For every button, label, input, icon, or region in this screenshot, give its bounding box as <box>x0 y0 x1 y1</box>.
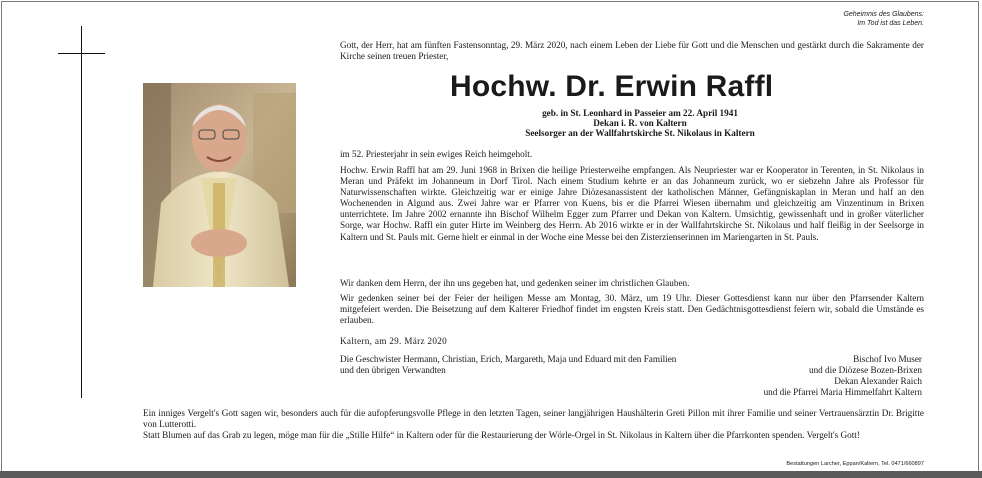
donation-text: Statt Blumen auf das Grab zu legen, möge man für die „Stille Hilfe“ in Kaltern oder für die Restaurierung der Wörle-Orgel in St. Nikolaus in Kaltern über die Pfarrkonten spenden. Vergelt's Gott! <box>143 430 860 440</box>
intro-text: Gott, der Herr, hat am fünften Fastensonntag, 29. März 2020, nach einem Leben der Liebe für Gott und die Menschen und gestärkt durch die Sakramente der Kirche seinen treuen Priester, <box>340 40 924 62</box>
family-line-2: und den übrigen Verwandten <box>340 365 446 376</box>
subtitle <box>490 108 790 138</box>
thanks-text: Wir danken dem Herrn, der ihn uns gegeben hat, und gedenken seiner im christlichen Glauben. <box>340 278 690 288</box>
title-line: Dekan i. R. von Kaltern <box>593 118 687 128</box>
cross-icon-vertical <box>81 26 82 398</box>
clergy-line-3: Dekan Alexander Raich <box>834 376 922 387</box>
clergy-line-4: und die Pfarrei Maria Himmelfahrt Kaltern <box>763 387 922 398</box>
deceased-name: Hochw. Dr. Erwin Raffl <box>450 70 774 103</box>
motto-line-1: Geheimnis des Glaubens: <box>843 11 924 18</box>
clergy-line-2: und die Diözese Bozen-Brixen <box>808 365 922 376</box>
birth-line: geb. in St. Leonhard in Passeier am 22. April 1941 <box>542 108 738 118</box>
mass-text: Wir gedenken seiner bei der Feier der heiligen Messe am Montag, 30. März, um 19 Uhr. Dieser Gottesdienst kann nur über den Pfarrsender Kaltern mitgefeiert werden. Die Beisetzung auf dem Kalterer Friedhof findet im engsten Kreis statt. Den Gedächtnisgottesdienst feiern wir, sobald die Umstände es erlauben. <box>340 293 924 326</box>
motto-line-2: Im Tod ist das Leben. <box>857 20 924 27</box>
motto <box>724 10 924 28</box>
bottom-border <box>0 471 982 478</box>
gratitude-text: Ein inniges Vergelt's Gott sagen wir, besonders auch für die aufopferungsvolle Pflege in den letzten Tagen, seiner langjährigen Haushälterin Greti Pillon mit ihrer Familie und seiner Vertrauensärztin Dr. Brigitte von Lutterotti. <box>143 408 924 430</box>
clergy-signature <box>722 354 922 398</box>
portrait-photo <box>143 83 296 287</box>
cross-icon-horizontal <box>58 53 105 54</box>
place-date: Kaltern, am 29. März 2020 <box>340 336 448 346</box>
family-signature <box>340 354 780 376</box>
family-line-1: Die Geschwister Hermann, Christian, Erich, Margareth, Maja und Eduard mit den Familien <box>340 354 677 364</box>
biography-text: Hochw. Erwin Raffl hat am 29. Juni 1968 in Brixen die heilige Priesterweihe empfangen. Als Neupriester war er Kooperator in Terenten, in St. Nikolaus in Meran und Präfekt im Johanneum in Dorf Tirol. Nach einem Studium kehrte er an das Johanneum zurück, wo er siebzehn Jahre als Professor für Naturwissenschaften wirkte. Gleichzeitig war er einige Jahre Diözesanassistent der katholischen Männer, Gefängniskaplan in Meran und half an den Wochenenden in Algund aus. Zwei Jahre war er Pfarrer von Kuens, bis er die Pfarrei Wiesen übernahm und gleichzeitig am Vinzentinum in Brixen unterrichtete. Im Jahre 2002 ernannte ihn Bischof Wilhelm Egger zum Pfarrer und Dekan von Kaltern. Umsichtig, gewissenhaft und in großer väterlicher Sorge, war Hochw. Raffl ein guter Hirte im Weinberg des Herrn. Ab 2016 wirkte er in der Wallfahrtskirche St. Nikolaus und half fleißig in der Seelsorge in Kaltern und St. Pauls mit. Gerne hielt er einmal in der Woche eine Messe bei den Zisterzienserinnen im Mariengarten in St. Pauls. <box>340 165 924 242</box>
heimgeholt-text: im 52. Priesterjahr in sein ewiges Reich heimgeholt. <box>340 149 533 159</box>
undertaker-credit: Bestattungen Larcher, Eppan/Kaltern, Tel. 0471/660897 <box>786 461 924 467</box>
position-line: Seelsorger an der Wallfahrtskirche St. Nikolaus in Kaltern <box>525 128 755 138</box>
clergy-line-1: Bischof Ivo Muser <box>853 354 922 364</box>
